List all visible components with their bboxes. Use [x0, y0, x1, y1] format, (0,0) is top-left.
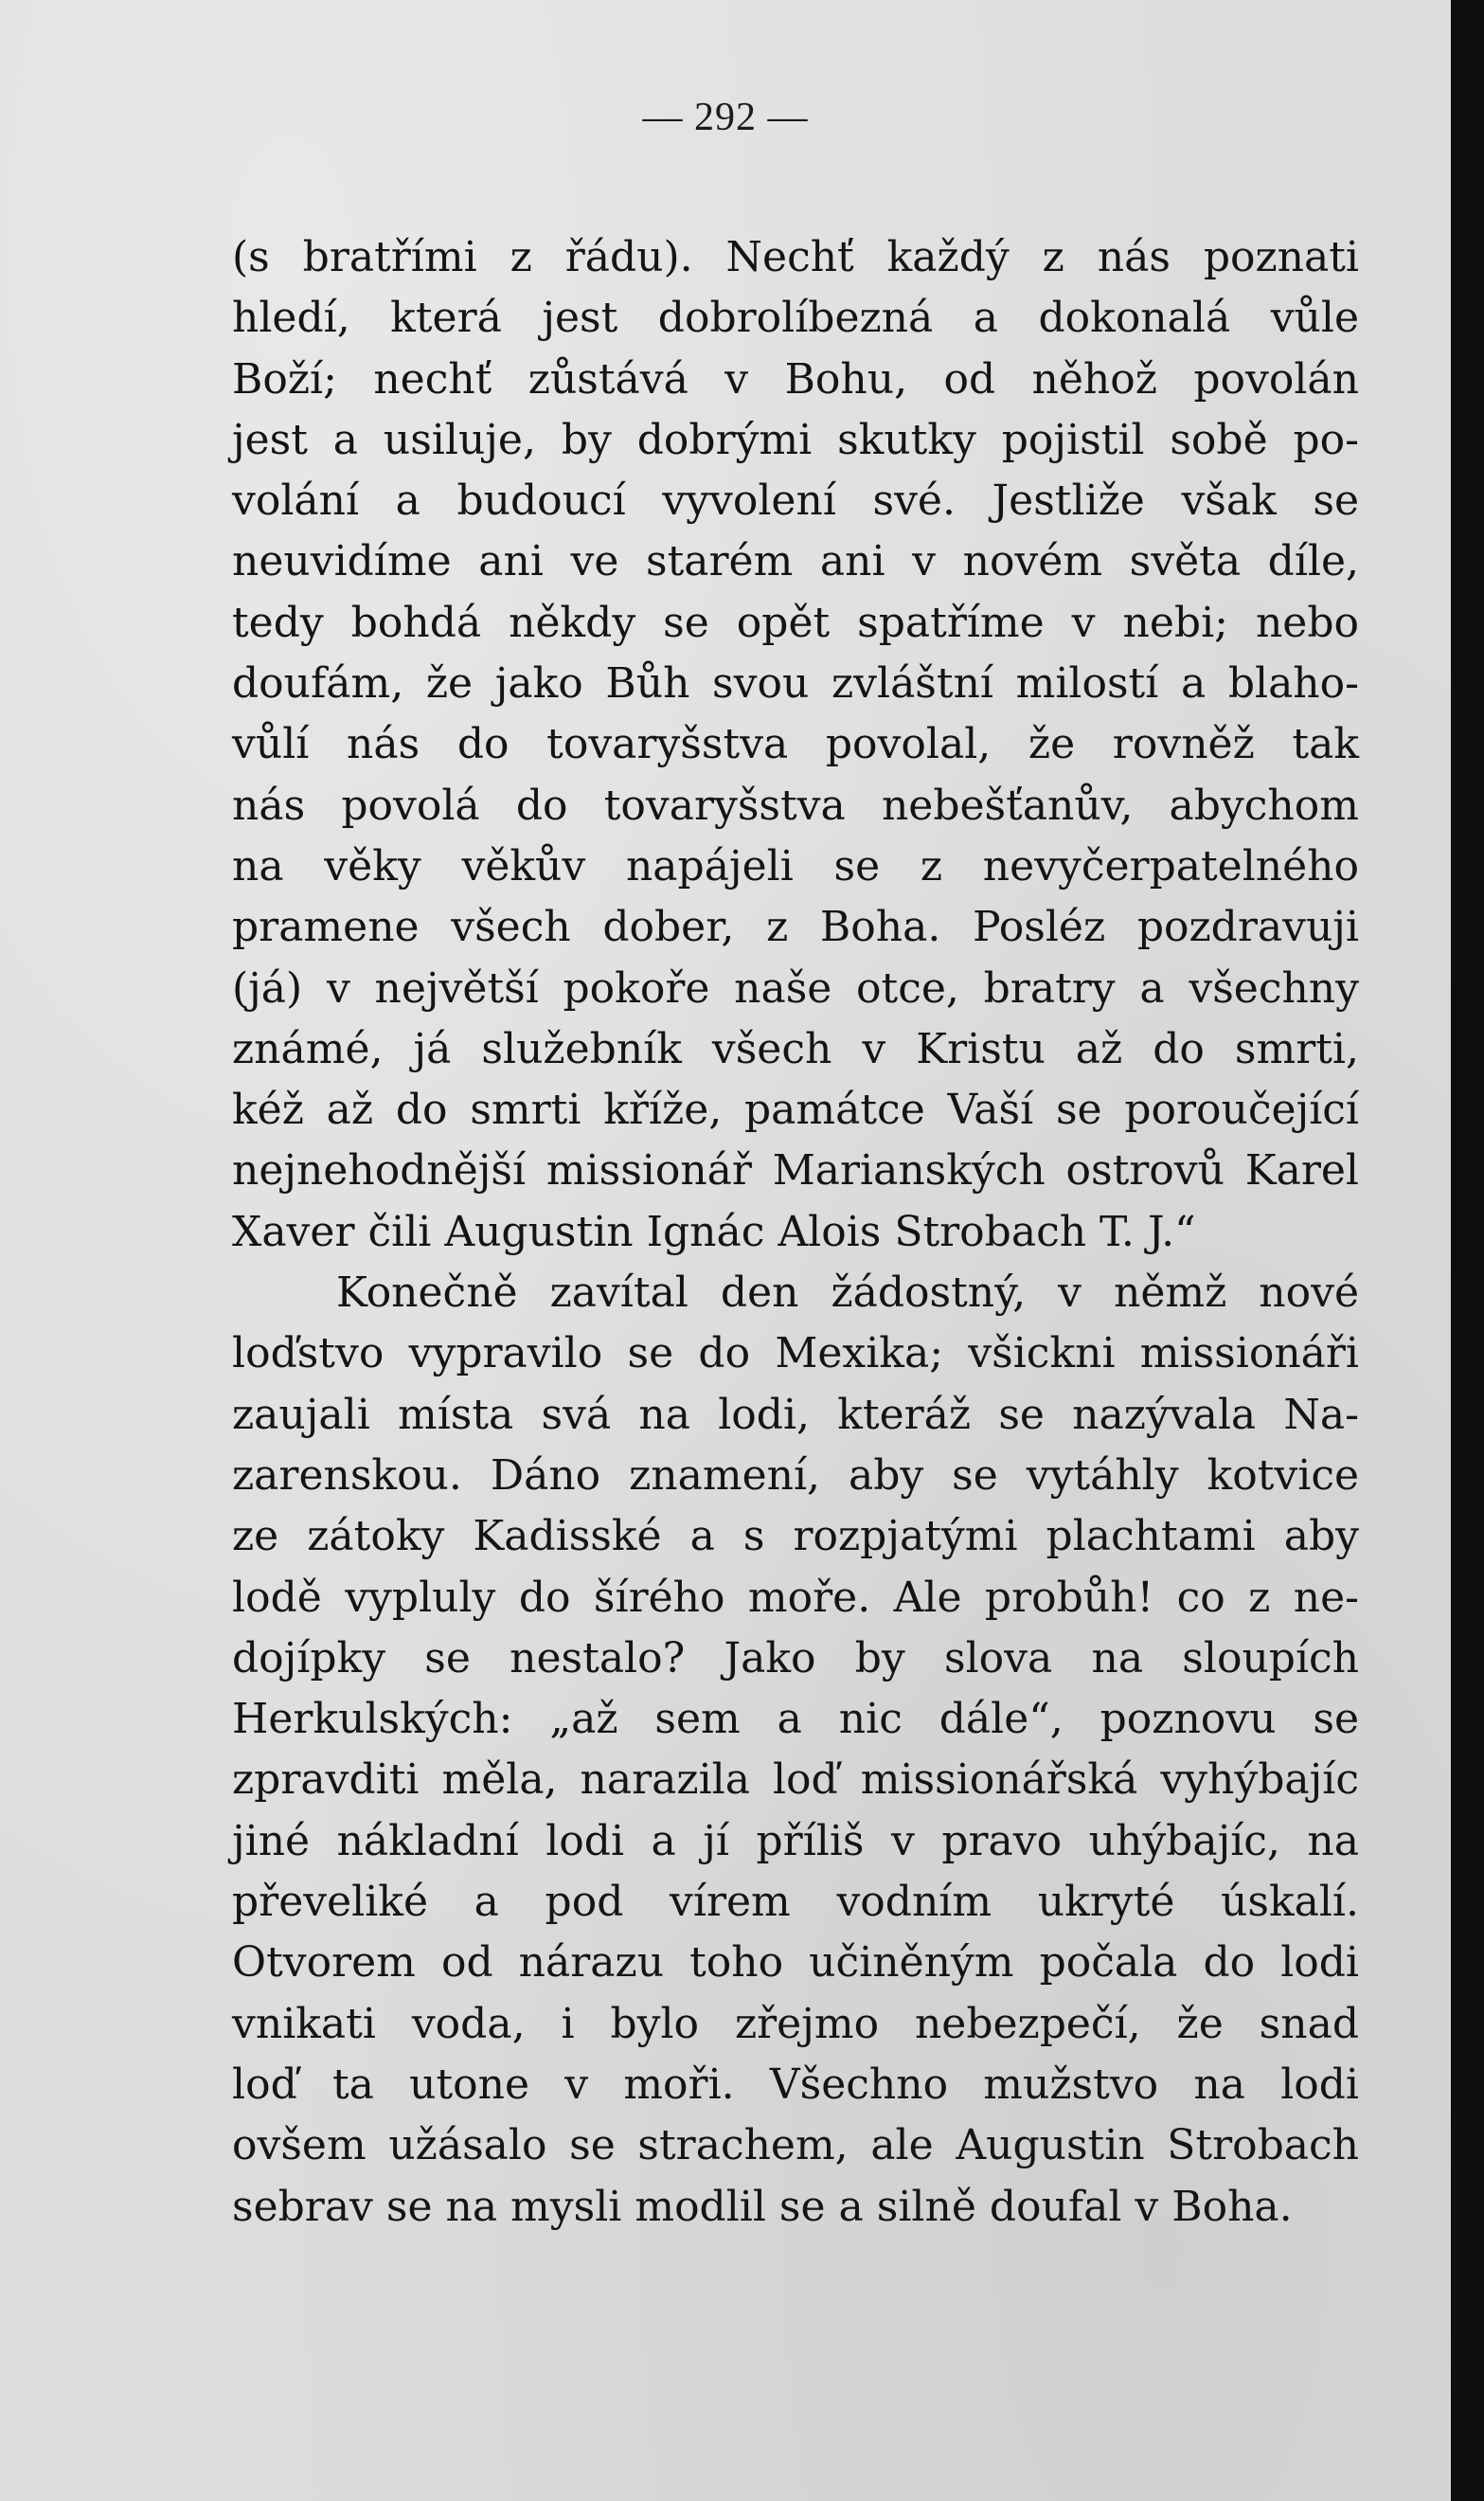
- text-line: hledí, která jest dobrolíbezná a dokonalá vůle: [232, 294, 1359, 343]
- text-line: zarenskou. Dáno znamení, aby se vytáhly kotvice: [232, 1450, 1359, 1500]
- text-line: vůlí nás do tovaryšstva povolal, že rovněž tak: [232, 720, 1359, 769]
- text-line: tedy bohdá někdy se opět spatříme v nebi; nebo: [232, 598, 1359, 647]
- text-line: nás povolá do tovaryšstva nebešťanův, abychom: [232, 781, 1359, 830]
- text-line: (já) v největší pokoře naše otce, bratry a všechny: [232, 963, 1359, 1013]
- text-line: Boží; nechť zůstává v Bohu, od něhož povolán: [232, 354, 1359, 404]
- text-line: jest a usiluje, by dobrými skutky pojistil sobě po-: [232, 415, 1359, 464]
- text-line: převeliké a pod vírem vodním ukryté úskalí.: [232, 1878, 1359, 1927]
- text-line: zpravditi měla, narazila loď missionářská vyhýbajíc: [232, 1755, 1359, 1805]
- text-line: loď ta utone v moři. Všechno mužstvo na lodi: [232, 2060, 1359, 2109]
- text-line: zaujali místa svá na lodi, kteráž se nazývala Na-: [232, 1390, 1359, 1439]
- text-line: loďstvo vypravilo se do Mexika; všickni missionáři: [232, 1329, 1359, 1378]
- text-line: Otvorem od nárazu toho učiněným počala do lodi: [232, 1938, 1359, 1988]
- text-line: na věky věkův napájeli se z nevyčerpatelného: [232, 841, 1359, 891]
- text-line: Xaver čili Augustin Ignác Alois Strobach T. J.“: [232, 1207, 1196, 1256]
- text-line: volání a budoucí vyvolení své. Jestliže však se: [232, 477, 1359, 526]
- text-line: jiné nákladní lodi a jí příliš v pravo uhýbajíc, na: [232, 1816, 1359, 1865]
- text-line: pramene všech dober, z Boha. Posléz pozdravuji: [232, 903, 1359, 952]
- text-line: nejnehodnější missionář Marianských ostrovů Karel: [232, 1146, 1359, 1196]
- text-line: dojípky se nestalo? Jako by slova na sloupích: [232, 1633, 1359, 1682]
- text-line: vnikati voda, i bylo zřejmo nebezpečí, že snad: [232, 1999, 1359, 2048]
- text-line: kéž až do smrti kříže, památce Vaší se poroučející: [232, 1086, 1359, 1135]
- body-text: [232, 227, 1359, 2238]
- text-line: (s bratřími z řádu). Nechť každý z nás poznati: [232, 233, 1359, 281]
- text-line: ovšem užásalo se strachem, ale Augustin Strobach: [232, 2121, 1359, 2170]
- text-line: Herkulských: „až sem a nic dále“, poznovu se: [232, 1695, 1359, 1744]
- page-number: — 292 —: [642, 96, 809, 139]
- text-line: doufám, že jako Bůh svou zvláštní milostí a blaho-: [232, 659, 1359, 709]
- page-edge: [1451, 0, 1484, 2501]
- text-line: neuvidíme ani ve starém ani v novém světa díle,: [232, 537, 1359, 586]
- text-line: sebrav se na mysli modlil se a silně doufal v Boha.: [232, 2182, 1293, 2231]
- text-line: lodě vypluly do šírého moře. Ale probůh! co z ne-: [232, 1573, 1359, 1622]
- text-line: Konečně zavítal den žádostný, v němž nové: [336, 1268, 1359, 1318]
- text-line: ze zátoky Kadisské a s rozpjatými plachtami aby: [232, 1512, 1359, 1561]
- text-line: známé, já služebník všech v Kristu až do smrti,: [232, 1024, 1359, 1073]
